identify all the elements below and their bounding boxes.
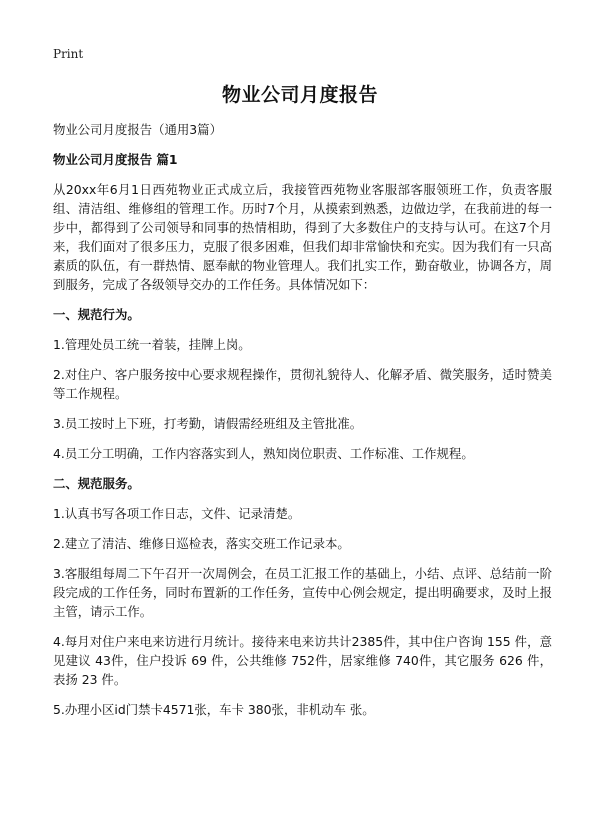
list-item: 1.管理处员工统一着装，挂牌上岗。 xyxy=(53,337,251,352)
list-item: 2.对住户、客户服务按中心要求规程操作，贯彻礼貌待人、化解矛盾、微笑服务，适时赞美等工作规程。 xyxy=(53,367,552,401)
section-heading-service: 二、规范服务。 xyxy=(53,476,140,491)
list-item: 4.员工分工明确，工作内容落实到人，熟知岗位职责、工作标准、工作规程。 xyxy=(53,446,474,461)
section-heading-conduct: 一、规范行为。 xyxy=(53,307,140,322)
article-heading: 物业公司月度报告 篇1 xyxy=(53,152,178,167)
print-link[interactable]: Print xyxy=(53,47,84,61)
list-item: 3.员工按时上下班，打考勤，请假需经班组及主管批准。 xyxy=(53,416,363,431)
list-item: 3.客服组每周二下午召开一次周例会，在员工汇报工作的基础上，小结、点评、总结前一阶段完成的工作任务，同时布置新的工作任务，宣传中心例会规定，提出明确要求，及时上报主管，请示工作。 xyxy=(53,566,552,619)
list-item: 1.认真书写各项工作日志，文件、记录清楚。 xyxy=(53,506,301,521)
page-title: 物业公司月度报告 xyxy=(221,84,378,106)
list-item: 4.每月对住户来电来访进行月统计。接待来电来访共计2385件，其中住户咨询 155 件，意见建议 43件，住户投诉 69 件，公共维修 752件，居家维修 740件，其它服务 626 件，表扬 23 件。 xyxy=(53,634,552,687)
intro-paragraph: 从20xx年6月1日西苑物业正式成立后，我接管西苑物业客服部客服领班工作，负责客服组、清洁组、维修组的管理工作。历时7个月，从摸索到熟悉，边做边学，在我前进的每一步中，都得到了公司领导和同事的热情相助，得到了大多数住户的支持与认可。在这7个月来，我们面对了很多压力，克服了很多困难，但我们却非常愉快和充实。因为我们有一只高素质的队伍，有一群热情、愿奉献的物业管理人。我们扎实工作，勤奋敬业，协调各方，周到服务，完成了各级领导交办的工作任务。具体情况如下： xyxy=(53,182,552,292)
document-subtitle: 物业公司月度报告（通用3篇） xyxy=(53,122,222,137)
document-body xyxy=(53,120,552,730)
list-item: 2.建立了清洁、维修日巡检表，落实交班工作记录本。 xyxy=(53,536,350,551)
list-item: 5.办理小区id门禁卡4571张，车卡 380张，非机动车 张。 xyxy=(53,702,375,717)
